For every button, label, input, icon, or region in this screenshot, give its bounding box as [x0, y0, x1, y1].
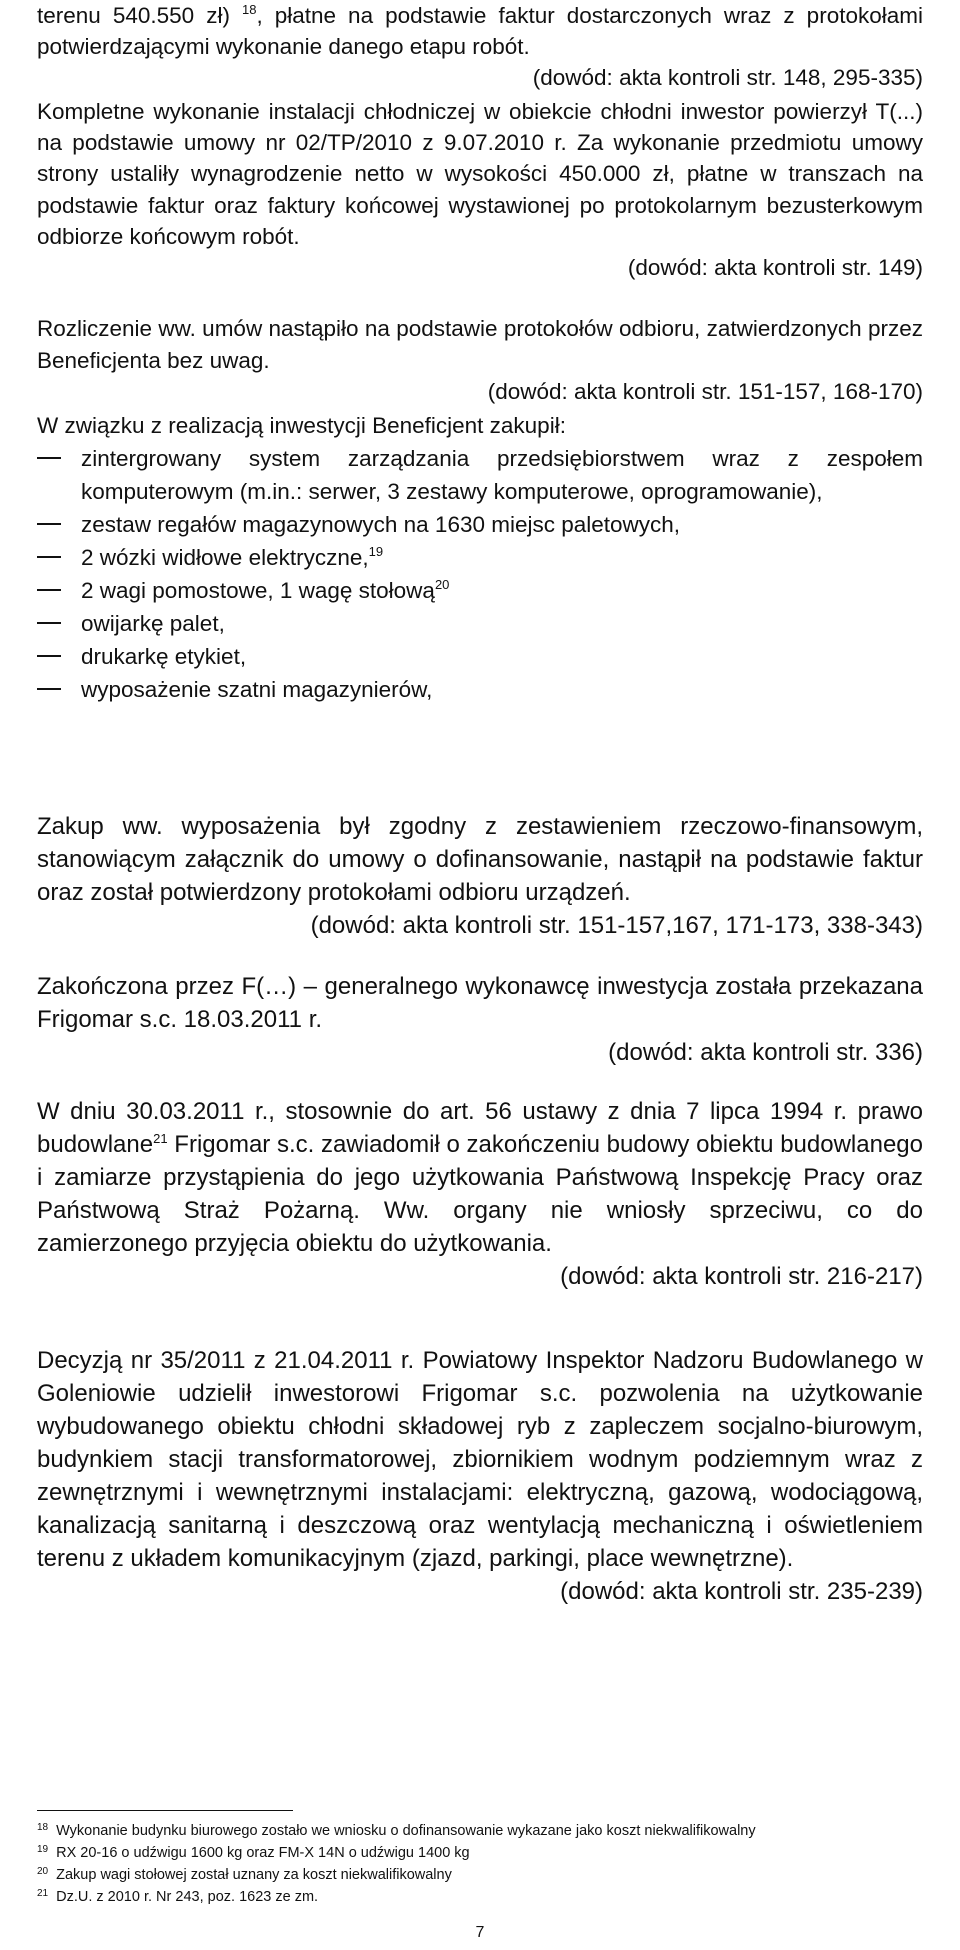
paragraph-1-line-1: [37, 0, 923, 31]
footnote-text: Wykonanie budynku biurowego zostało we wniosku o dofinansowanie wykazane jako koszt niekwalifikowalny: [56, 1823, 756, 1839]
paragraph-1-line-2: potwierdzającymi wykonanie danego etapu robót.: [37, 34, 530, 59]
footnote-ref-19: 19: [368, 544, 384, 559]
dash-bullet: [37, 622, 61, 624]
footnote-ref-21: 21: [153, 1131, 168, 1146]
paragraph-4-intro: W związku z realizacją inwestycji Beneficjent zakupił:: [37, 413, 566, 438]
footnote-19: [37, 1842, 923, 1864]
list-item-text: zestaw regałów magazynowych na 1630 miejsc paletowych,: [81, 512, 681, 537]
footnote-18: [37, 1820, 923, 1842]
evidence-ref-5: (dowód: akta kontroli str. 151-157,167, 171-173, 338-343): [310, 912, 923, 939]
paragraph-5-text: Zakup ww. wyposażenia był zgodny z zestawieniem rzeczowo-finansowym, stanowiącym załącznik do umowy o dofinansowanie, nastąpił na podstawie faktur oraz został potwierdzony protokołami odbioru urządzeń.: [37, 813, 923, 906]
paragraph-6-text: Zakończona przez F(…) – generalnego wykonawcę inwestycja została przekazana Frigomar s.c. 18.03.2011 r.: [37, 973, 923, 1033]
text: terenu 540.550 zł): [37, 3, 230, 28]
dash-bullet: [37, 589, 61, 591]
evidence-ref-6: (dowód: akta kontroli str. 336): [608, 1039, 923, 1066]
list-item-text: wyposażenie szatni magazynierów,: [81, 677, 433, 702]
footnotes: [37, 1820, 923, 1908]
dash-bullet: [37, 523, 61, 525]
paragraph-8-text: Decyzją nr 35/2011 z 21.04.2011 r. Powiatowy Inspektor Nadzoru Budowlanego w Goleniowie udzielił inwestorowi Frigomar s.c. pozwolenia na użytkowanie wybudowanego obiektu chłodni składowej ryb z zapleczem socjalno-biurowym, budynkiem stacji transformatorowej, zbiornikiem wodnym podziemnym wraz z zewnętrznymi i wewnętrznymi instalacjami: elektryczną, gazową, wodociągową, kanalizacją sanitarną i deszczową oraz wentylacją mechaniczną i oświetleniem terenu z układem komunikacyjnym (zjazd, parkingi, place wewnętrzne).: [37, 1347, 923, 1572]
list-item: [37, 673, 923, 706]
text: , płatne na podstawie faktur dostarczonych wraz z protokołami: [256, 3, 923, 28]
footnote-separator: [37, 1810, 293, 1811]
text: W dniu 30.03.2011 r., stosownie do art. 56 ustawy z dnia 7 lipca 1994 r. prawo budowlane: [37, 1098, 923, 1158]
evidence-ref-2: (dowód: akta kontroli str. 149): [627, 255, 923, 281]
footnote-number: 20: [37, 1866, 49, 1877]
list-item: [37, 607, 923, 640]
text: Frigomar s.c. zawiadomił o zakończeniu budowy obiektu budowlanego i zamiarze przystąpienia do jego użytkowania Państwową Inspekcję Pracy oraz Państwową Straż Pożarną. Ww. organy nie wniosły sprzeciwu, co do zamierzonego przyjęcia obiektu do użytkowania.: [37, 1131, 923, 1257]
purchase-list: [37, 442, 923, 706]
paragraph-8: [37, 1344, 923, 1608]
paragraph-4: [37, 410, 923, 442]
list-item: [37, 541, 923, 574]
footnote-number: 21: [37, 1888, 49, 1899]
footnote-number: 19: [37, 1844, 49, 1855]
paragraph-7: [37, 1095, 923, 1293]
dash-bullet: [37, 655, 61, 657]
list-item-text: 2 wagi pomostowe, 1 wagę stołową: [81, 578, 435, 603]
paragraph-2-text: Kompletne wykonanie instalacji chłodniczej w obiekcie chłodni inwestor powierzył T(...) na podstawie umowy nr 02/TP/2010 z 9.07.2010 r. Za wykonanie przedmiotu umowy strony ustaliły wynagrodzenie netto w wysokości 450.000 zł, płatne w transzach na podstawie faktur oraz faktury końcowej wystawionej po protokolarnym bezusterkowym odbiorze końcowym robót.: [37, 99, 923, 249]
footnote-20: [37, 1864, 923, 1886]
evidence-ref-7: (dowód: akta kontroli str. 216-217): [560, 1263, 923, 1290]
footnote-text: Dz.U. z 2010 r. Nr 243, poz. 1623 ze zm.: [56, 1889, 319, 1905]
list-item: [37, 508, 923, 541]
paragraph-5: [37, 810, 923, 942]
footnote-ref-20: 20: [434, 577, 450, 592]
page-number: 7: [475, 1924, 485, 1941]
evidence-ref-3: (dowód: akta kontroli str. 151-157, 168-170): [487, 379, 923, 404]
list-item: [37, 574, 923, 607]
list-item-text: zintergrowany system zarządzania przedsiębiorstwem wraz z zespołem komputerowym (m.in.: serwer, 3 zestawy komputerowe, oprogramowanie),: [81, 446, 923, 504]
paragraph-6: [37, 970, 923, 1069]
dash-bullet: [37, 457, 61, 459]
list-item: [37, 640, 923, 673]
footnote-ref-18: 18: [241, 2, 257, 17]
footnote-text: RX 20-16 o udźwigu 1600 kg oraz FM-X 14N o udźwigu 1400 kg: [56, 1845, 470, 1861]
footnote-number: 18: [37, 1822, 49, 1833]
list-item-text: owijarkę palet,: [81, 611, 225, 636]
footnote-21: [37, 1886, 923, 1908]
dash-bullet: [37, 556, 61, 558]
list-item-text: 2 wózki widłowe elektryczne,: [81, 545, 369, 570]
paragraph-1: [37, 0, 923, 93]
dash-bullet: [37, 688, 61, 690]
evidence-ref-1: (dowód: akta kontroli str. 148, 295-335): [532, 65, 923, 90]
footnote-text: Zakup wagi stołowej został uznany za koszt niekwalifikowalny: [56, 1867, 452, 1883]
paragraph-3-text: Rozliczenie ww. umów nastąpiło na podstawie protokołów odbioru, zatwierdzonych przez Beneficjenta bez uwag.: [37, 316, 923, 373]
evidence-ref-8: (dowód: akta kontroli str. 235-239): [560, 1578, 923, 1605]
list-item: [37, 442, 923, 508]
list-item-text: drukarkę etykiet,: [81, 644, 247, 669]
paragraph-3: [37, 313, 923, 408]
paragraph-2: [37, 96, 923, 283]
